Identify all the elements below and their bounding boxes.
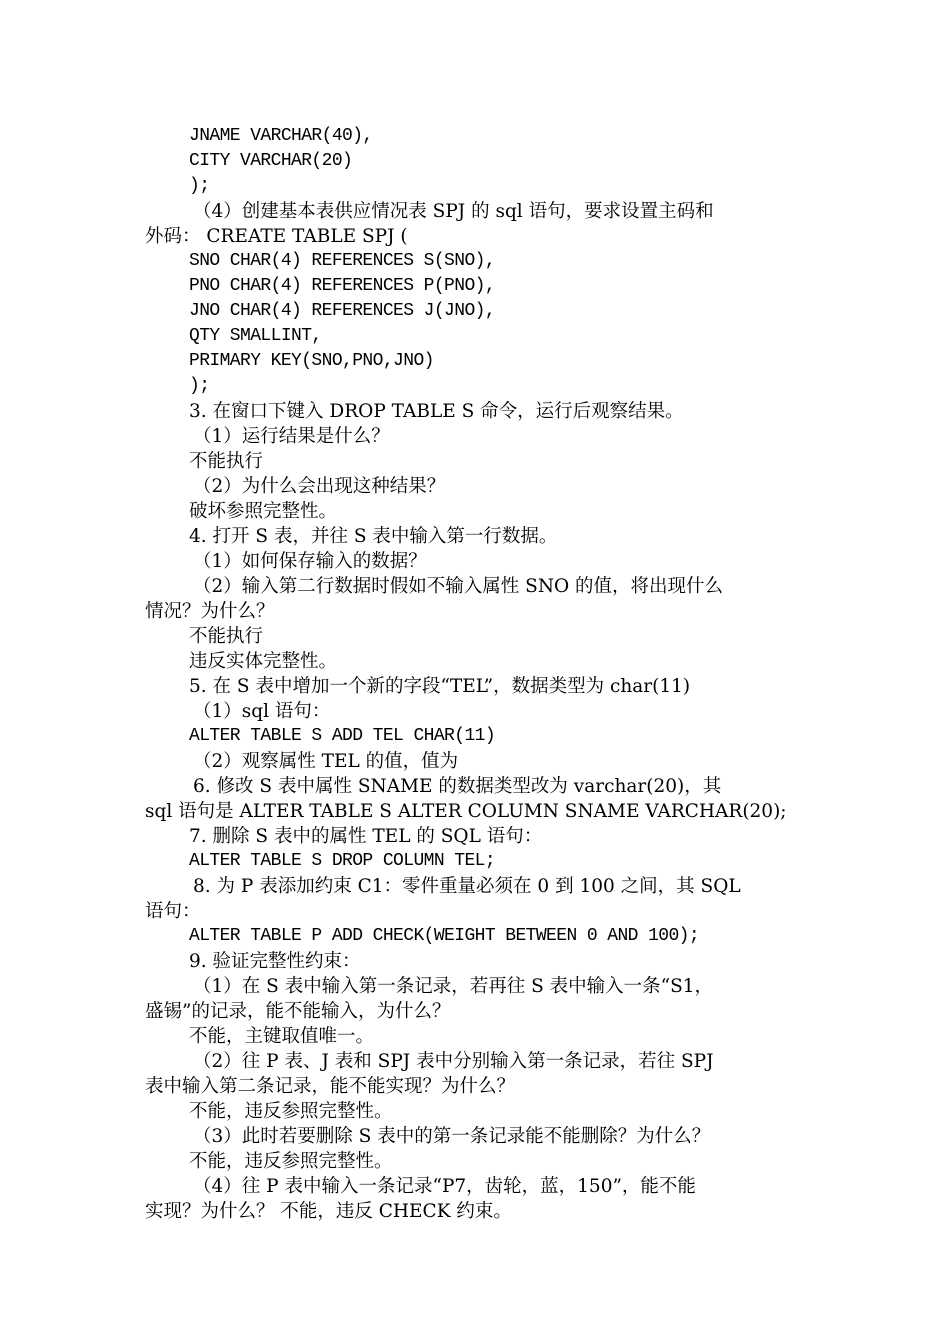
text-line: （2）往 P 表、J 表和 SPJ 表中分别输入第一条记录，若往 SPJ <box>193 1051 714 1072</box>
text-line: 3. 在窗口下键入 DROP TABLE S 命令，运行后观察结果。 <box>189 401 684 422</box>
text-line: （2）为什么会出现这种结果？ <box>193 476 446 497</box>
text-line: 外码： CREATE TABLE SPJ ( <box>145 226 408 247</box>
text-line: 5. 在 S 表中增加一个新的字段“TEL”，数据类型为 char(11) <box>189 676 691 697</box>
code-line: ALTER TABLE S DROP COLUMN TEL; <box>189 851 496 871</box>
text-line: 不能执行 <box>189 626 264 647</box>
text-line: （2）观察属性 TEL 的值，值为 <box>193 751 459 772</box>
code-line: ALTER TABLE P ADD CHECK(WEIGHT BETWEEN 0 AND 100); <box>189 926 700 946</box>
text-line: 9. 验证完整性约束： <box>189 951 361 972</box>
code-line: PRIMARY KEY(SNO,PNO,JNO) <box>189 351 434 371</box>
text-line: （2）输入第二行数据时假如不输入属性 SNO 的值，将出现什么 <box>193 576 724 597</box>
text-line: 8. 为 P 表添加约束 C1：零件重量必须在 0 到 100 之间，其 SQL <box>193 876 741 897</box>
code-line: CITY VARCHAR(20) <box>189 151 353 171</box>
text-line: 不能执行 <box>189 451 264 472</box>
code-line: JNO CHAR(4) REFERENCES J(JNO), <box>189 301 496 321</box>
document-page <box>145 124 810 1224</box>
text-line: 情况？为什么？ <box>145 601 275 622</box>
text-line: （1）在 S 表中输入第一条记录，若再往 S 表中输入一条“S1， <box>193 976 714 997</box>
code-line: SNO CHAR(4) REFERENCES S(SNO), <box>189 251 496 271</box>
code-line: QTY SMALLINT, <box>189 326 322 346</box>
text-line: 实现？为什么？ 不能，违反 CHECK 约束。 <box>145 1201 512 1222</box>
text-line: （1）sql 语句： <box>193 701 331 722</box>
text-line: （4）往 P 表中输入一条记录“P7，齿轮，蓝，150”，能不能 <box>193 1176 696 1197</box>
text-line: （1）如何保存输入的数据？ <box>193 551 427 572</box>
text-line: 不能，主键取值唯一。 <box>189 1026 375 1047</box>
text-line: 4. 打开 S 表，并往 S 表中输入第一行数据。 <box>189 526 558 547</box>
text-line: 语句： <box>145 901 201 922</box>
code-line: ); <box>189 376 210 396</box>
text-line: 破坏参照完整性。 <box>189 501 338 522</box>
text-line: 不能，违反参照完整性。 <box>189 1151 393 1172</box>
code-line: ); <box>189 176 210 196</box>
code-line: PNO CHAR(4) REFERENCES P(PNO), <box>189 276 496 296</box>
text-line: 不能，违反参照完整性。 <box>189 1101 393 1122</box>
text-line: 6. 修改 S 表中属性 SNAME 的数据类型改为 varchar(20)，其 <box>193 776 722 797</box>
code-line: JNAME VARCHAR(40), <box>189 126 373 146</box>
code-line: ALTER TABLE S ADD TEL CHAR(11) <box>189 726 496 746</box>
text-line: （1）运行结果是什么？ <box>193 426 390 447</box>
text-line: sql 语句是 ALTER TABLE S ALTER COLUMN SNAME VARCHAR(20); <box>145 801 787 822</box>
text-line: 违反实体完整性。 <box>189 651 338 672</box>
text-line: 盛锡”的记录，能不能输入，为什么？ <box>145 1001 451 1022</box>
text-line: 7. 删除 S 表中的属性 TEL 的 SQL 语句： <box>189 826 543 847</box>
text-line: 表中输入第二条记录，能不能实现？为什么？ <box>145 1076 516 1097</box>
text-line: （3）此时若要删除 S 表中的第一条记录能不能删除？为什么？ <box>193 1126 711 1147</box>
text-line: （4）创建基本表供应情况表 SPJ 的 sql 语句，要求设置主码和 <box>193 201 714 222</box>
